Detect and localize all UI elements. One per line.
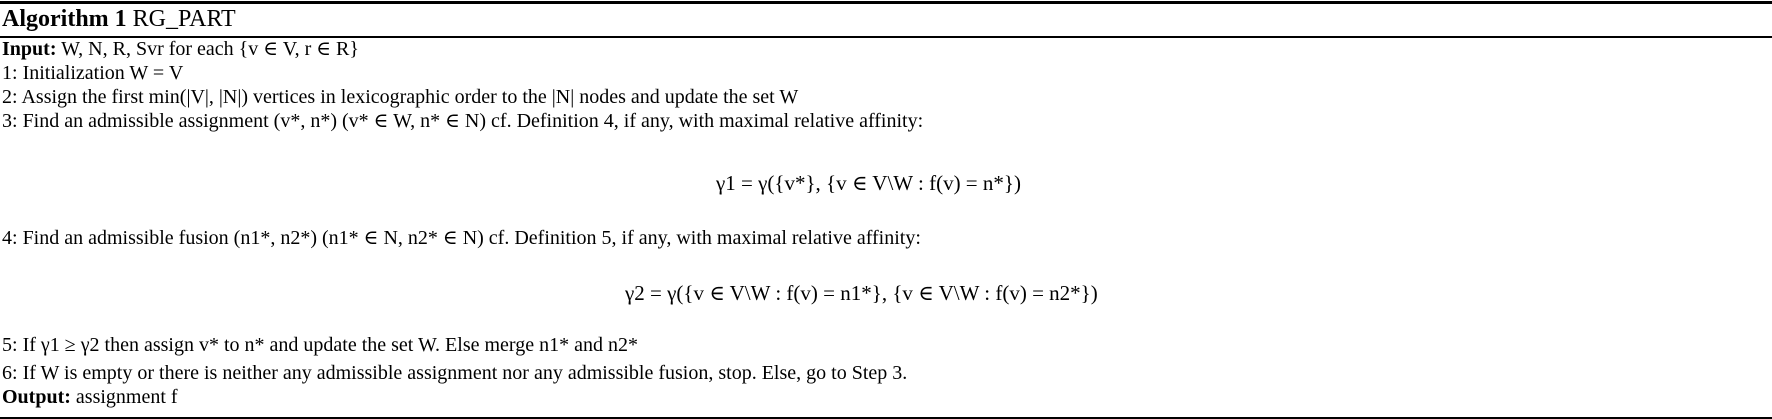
step-number: 3: xyxy=(2,110,18,132)
output-text: assignment f xyxy=(75,386,178,408)
step-1 xyxy=(2,61,183,85)
top-rule xyxy=(0,1,1772,4)
output-line xyxy=(2,385,178,409)
input-line xyxy=(2,37,359,61)
step-3 xyxy=(2,109,923,133)
step-number: 1: xyxy=(2,62,18,84)
step-text: Find an admissible fusion (n1*, n2*) (n1* ∈ N, n2* ∈ N) cf. Definition 5, if any, with maximal relative affinity: xyxy=(22,227,921,249)
step-6 xyxy=(2,361,907,385)
step-4 xyxy=(2,226,921,250)
input-text: W, N, R, Svr for each {v ∈ V, r ∈ R} xyxy=(61,38,359,60)
step-text: Assign the first min(|V|, |N|) vertices in lexicographic order to the |N| nodes and update the set W xyxy=(21,86,799,108)
equation-gamma2: γ2 = γ({v ∈ V\W : f(v) = n1*}, {v ∈ V\W : f(v) = n2*}) xyxy=(625,281,1098,305)
step-text: Find an admissible assignment (v*, n*) (v* ∈ W, n* ∈ N) cf. Definition 4, if any, with maximal relative affinity: xyxy=(22,110,924,132)
algorithm-title xyxy=(2,5,236,33)
step-number: 6: xyxy=(2,362,18,384)
output-label: Output: xyxy=(2,386,71,408)
step-text: If W is empty or there is neither any admissible assignment nor any admissible fusion, stop. Else, go to Step 3. xyxy=(22,362,908,384)
input-label: Input: xyxy=(2,38,57,60)
algorithm-name: RG_PART xyxy=(132,6,236,32)
step-5 xyxy=(2,333,638,357)
equation-gamma1: γ1 = γ({v*}, {v ∈ V\W : f(v) = n*}) xyxy=(716,171,1021,195)
algorithm-label: Algorithm 1 xyxy=(2,6,127,32)
step-number: 4: xyxy=(2,227,18,249)
step-text: Initialization W = V xyxy=(22,62,184,84)
step-text: If γ1 ≥ γ2 then assign v* to n* and update the set W. Else merge n1* and n2* xyxy=(22,334,638,356)
step-number: 5: xyxy=(2,334,18,356)
step-number: 2: xyxy=(2,86,18,108)
step-2 xyxy=(2,85,798,109)
